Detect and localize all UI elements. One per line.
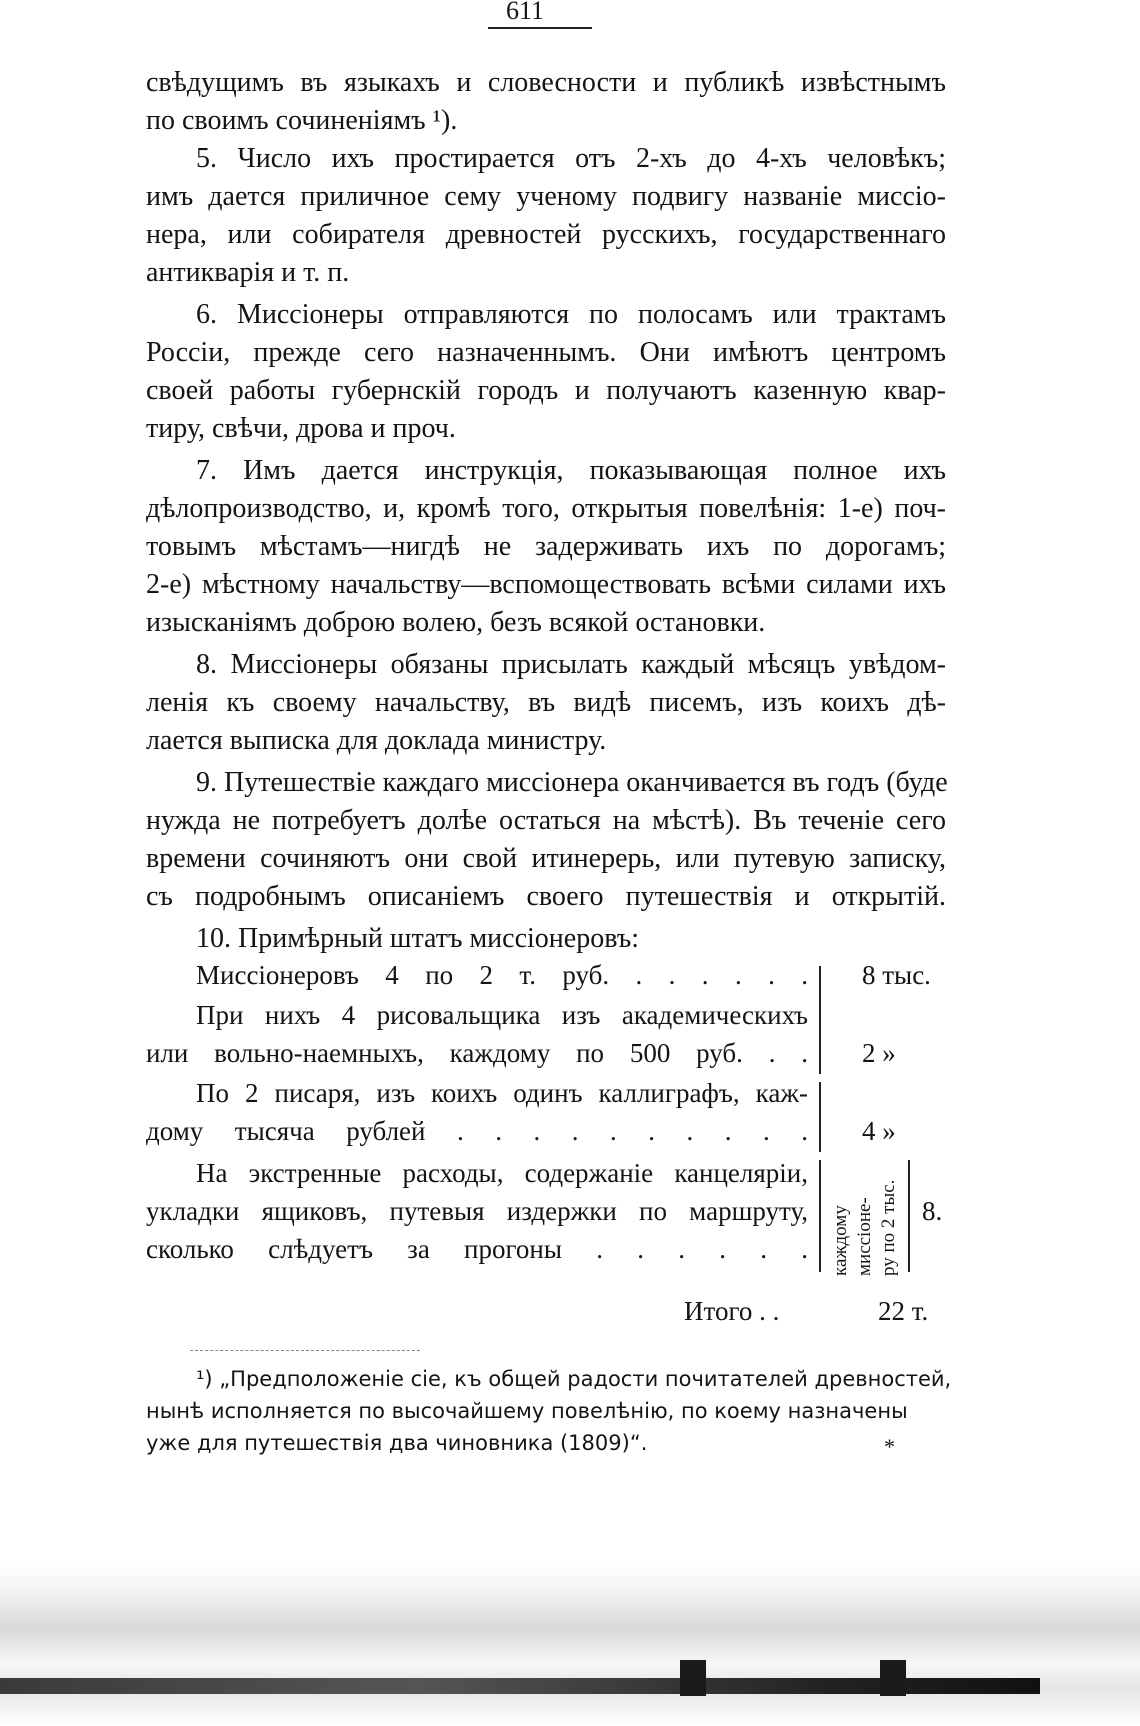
staff-row-artists-2: или вольно-наемныхъ, каждому по 500 руб. . . (146, 1038, 808, 1068)
total-label: Итого . . (684, 1296, 780, 1326)
vertical-note-2: миссіоне- (854, 1197, 875, 1276)
staff-row-scribes-1: По 2 писаря, изъ коихъ одинъ каллиграфъ, каж- (196, 1078, 808, 1108)
brace-row4 (815, 1160, 821, 1272)
text-line: 10. Примѣрный штатъ миссіонеровъ: (196, 923, 639, 954)
text-line: Россіи, прежде сего назначеннымъ. Они имѣютъ центромъ (146, 337, 946, 368)
staff-amount-missionaries: 8 тыс. (862, 960, 931, 990)
text-line: 2-е) мѣстному начальству—вспомоществовать всѣми силами ихъ (146, 569, 946, 600)
text-line: имъ дается приличное сему ученому подвигу названіе миссіо- (146, 181, 946, 212)
brace-vertical-note (904, 1160, 910, 1272)
text-line: изысканіямъ доброю волею, безъ всякой остановки. (146, 607, 766, 638)
staff-amount-expenses: 8. (922, 1196, 943, 1226)
text-line: 9. Путешествіе каждаго миссіонера оканчивается въ годъ (буде (196, 767, 948, 798)
text-line: товымъ мѣстамъ—нигдѣ не задерживать ихъ по дорогамъ; (146, 531, 946, 562)
staff-row-scribes-2: дому тысяча рублей . . . . . . . . . . (146, 1116, 808, 1146)
footnote-line: уже для путешествія два чиновника (1809)“. (146, 1431, 648, 1455)
text-line: времени сочиняютъ они свой итинерерь, или путевую записку, (146, 843, 946, 874)
text-line: 7. Имъ дается инструкція, показывающая полное ихъ (196, 455, 946, 486)
scan-clip-right (880, 1660, 906, 1696)
text-line: антикварія и т. п. (146, 257, 350, 288)
brace-row2 (815, 1004, 821, 1074)
footnote-separator (190, 1350, 420, 1351)
staff-amount-scribes: 4 » (862, 1116, 896, 1146)
text-line: съ подробнымъ описаніемъ своего путешествія и открытій. (146, 881, 946, 912)
text-line: тиру, свѣчи, дрова и проч. (146, 413, 456, 444)
text-line: нужда не потребуетъ долѣе остаться на мѣстѣ). Въ теченіе сего (146, 805, 946, 836)
text-line: своей работы губернскій городъ и получаютъ казенную квар- (146, 375, 946, 406)
staff-row-expenses-1: На экстренные расходы, содержаніе канцеляріи, (196, 1158, 808, 1188)
footnote-line: ¹) „Предположеніе сіе, къ общей радости почитателей древностей, (196, 1367, 952, 1391)
vertical-note-1: каждому (830, 1205, 851, 1276)
staff-row-expenses-3: сколько слѣдуетъ за прогоны . . . . . . (146, 1234, 808, 1264)
scan-clip-left (680, 1660, 706, 1696)
brace-row3 (815, 1082, 821, 1152)
total-amount: 22 т. (878, 1296, 929, 1326)
staff-amount-artists: 2 » (862, 1038, 896, 1068)
text-line: 5. Число ихъ простирается отъ 2-хъ до 4-хъ человѣкъ; (196, 143, 946, 174)
text-line: лается выписка для доклада министру. (146, 725, 607, 756)
text-line: свѣдущимъ въ языкахъ и словесности и публикѣ извѣстнымъ (146, 67, 946, 98)
footnote-mark: * (884, 1434, 895, 1459)
text-line: по своимъ сочиненіямъ ¹). (146, 105, 458, 136)
footnote-line: нынѣ исполняется по высочайшему повелѣнію, по коему назначены (146, 1399, 908, 1423)
text-line: 8. Миссіонеры обязаны присылать каждый мѣсяцъ увѣдом- (196, 649, 946, 680)
page-number-rule (488, 27, 592, 29)
scan-shadow (0, 1560, 1140, 1726)
text-line: дѣлопроизводство, и, кромѣ того, открытыя повелѣнія: 1-е) поч- (146, 493, 946, 524)
page-number: 611 (506, 0, 545, 25)
staff-row-missionaries: Миссіонеровъ 4 по 2 т. руб. . . . . . . (196, 960, 808, 990)
vertical-note-3: ру по 2 тыс. (878, 1179, 899, 1276)
staff-row-expenses-2: укладки ящиковъ, путевыя издержки по маршруту, (146, 1196, 808, 1226)
text-line: ленія къ своему начальству, въ видѣ писемъ, изъ коихъ дѣ- (146, 687, 946, 718)
text-line: 6. Миссіонеры отправляются по полосамъ или трактамъ (196, 299, 946, 330)
staff-row-artists-1: При нихъ 4 рисовальщика изъ академическихъ (196, 1000, 808, 1030)
text-line: нера, или собирателя древностей русскихъ, государственнаго (146, 219, 946, 250)
